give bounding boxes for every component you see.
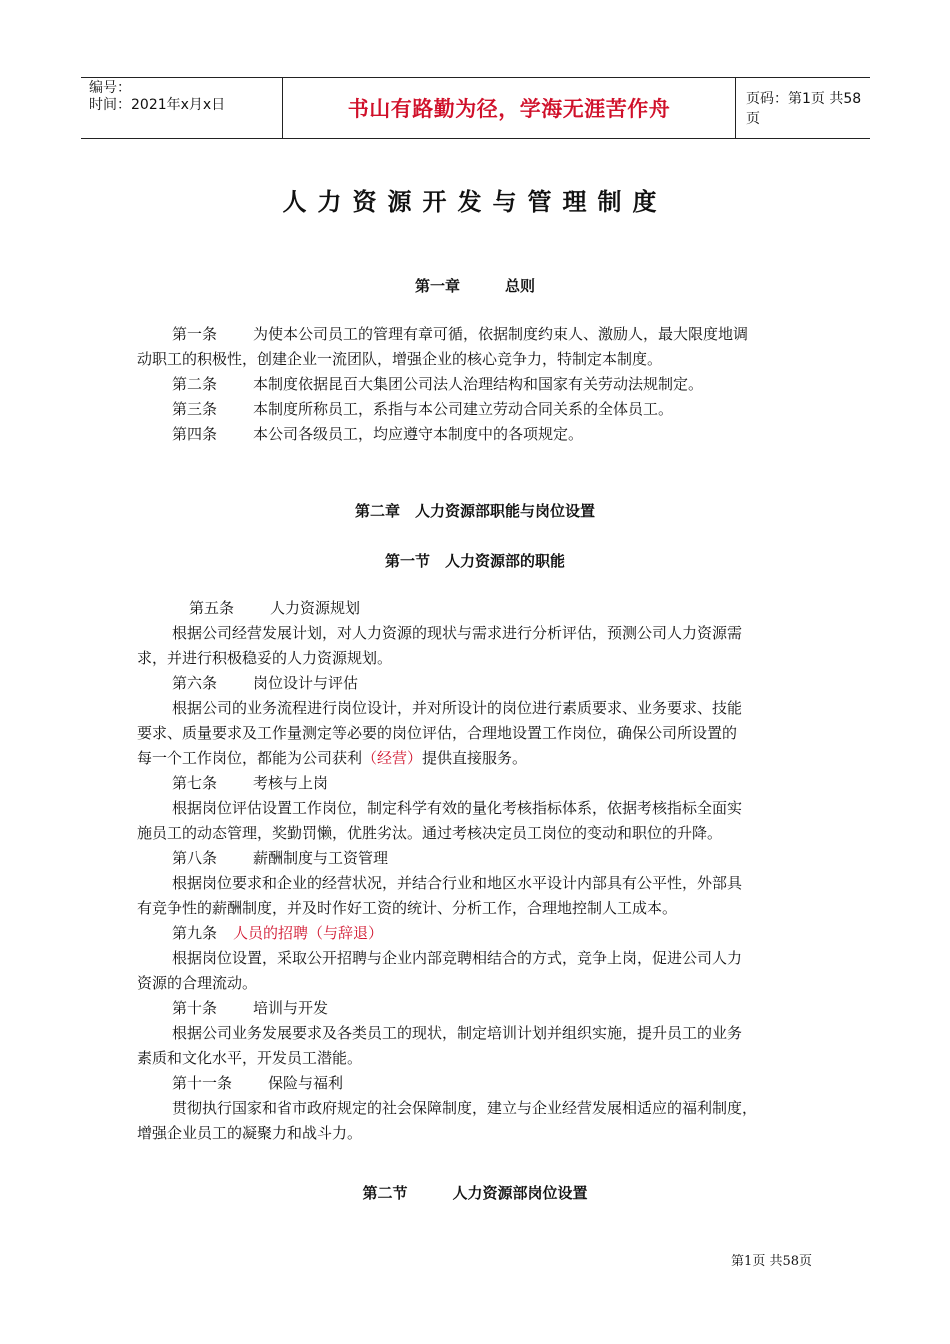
page-footer: 第1页 共58页 [731,1254,812,1269]
section-1-heading: 第一节 人力资源部的职能 [384,552,565,570]
article-10-title: 第十条 培训与开发 [172,999,329,1017]
article-9-line2: 资源的合理流动。 [137,974,258,992]
highlight-text: （经营） [362,749,423,767]
chapter-2-body [137,596,817,1146]
article-6-line3: 每一个工作岗位，都能为公司获利（经营）提供直接服务。 [137,749,528,767]
article-6-line1: 根据公司的业务流程进行岗位设计，并对所设计的岗位进行素质要求、业务要求、技能 [172,699,743,717]
article-1-line2: 动职工的积极性，创建企业一流团队，增强企业的核心竞争力，特制定本制度。 [137,350,663,368]
article-7-line2: 施员工的动态管理，奖勤罚懒，优胜劣汰。通过考核决定员工岗位的变动和职位的升降。 [137,824,723,842]
article-8-line1: 根据岗位要求和企业的经营状况，并结合行业和地区水平设计内部具有公平性，外部具 [172,874,743,892]
document-title: 人力资源开发与管理制度 [282,188,668,216]
highlight-title: 人员的招聘（与辞退） [233,924,384,942]
article-9-line1: 根据岗位设置，采取公开招聘与企业内部竞聘相结合的方式，竞争上岗，促进公司人力 [172,949,743,967]
time-label: 时间：2021年x月x日 [89,97,226,113]
header-page-info [736,78,870,138]
chapter-1-heading: 第一章 总则 [414,277,535,295]
header-table [81,77,870,139]
header-meta [81,78,283,138]
article-5-title: 第五条 人力资源规划 [189,599,361,617]
article-1-line1: 第一条 为使本公司员工的管理有章可循，依据制度约束人、激励人，最大限度地调 [172,325,749,343]
article-7-title: 第七条 考核与上岗 [172,774,329,792]
article-11-title: 第十一条 保险与福利 [172,1074,344,1092]
article-4: 第四条 本公司各级员工，均应遵守本制度中的各项规定。 [172,425,584,443]
article-9-title: 第九条 人员的招聘（与辞退） [172,924,384,942]
motto: 书山有路勤为径，学海无涯苦作舟 [347,97,671,121]
article-8-title: 第八条 薪酬制度与工资管理 [172,849,389,867]
article-3: 第三条 本制度所称员工，系指与本公司建立劳动合同关系的全体员工。 [172,400,674,418]
chapter-1-body [137,322,817,447]
article-10-line2: 素质和文化水平，开发员工潜能。 [137,1049,363,1067]
article-5-line2: 求，并进行积极稳妥的人力资源规划。 [137,649,393,667]
article-6-title: 第六条 岗位设计与评估 [172,674,359,692]
article-7-line1: 根据岗位评估设置工作岗位，制定科学有效的量化考核指标体系，依据考核指标全面实 [172,799,743,817]
article-5-line1: 根据公司经营发展计划，对人力资源的现状与需求进行分析评估，预测公司人力资源需 [172,624,743,642]
article-11-line2: 增强企业员工的凝聚力和战斗力。 [137,1124,363,1142]
section-2-heading: 第二节 人力资源部岗位设置 [362,1184,588,1202]
article-11-line1: 贯彻执行国家和省市政府规定的社会保障制度，建立与企业经营发展相适应的福利制度， [172,1099,758,1117]
article-10-line1: 根据公司业务发展要求及各类员工的现状，制定培训计划并组织实施，提升员工的业务 [172,1024,743,1042]
page-info: 页码：第1页 共58页 [746,91,862,127]
header-motto-cell [283,78,736,138]
number-label: 编号： [89,80,131,96]
article-6-line2: 要求、质量要求及工作量测定等必要的岗位评估，合理地设置工作岗位，确保公司所设置的 [137,724,738,742]
article-8-line2: 有竞争性的薪酬制度，并及时作好工资的统计、分析工作，合理地控制人工成本。 [137,899,678,917]
article-2: 第二条 本制度依据昆百大集团公司法人治理结构和国家有关劳动法规制定。 [172,375,704,393]
chapter-2-heading: 第二章 人力资源部职能与岗位设置 [354,502,595,520]
